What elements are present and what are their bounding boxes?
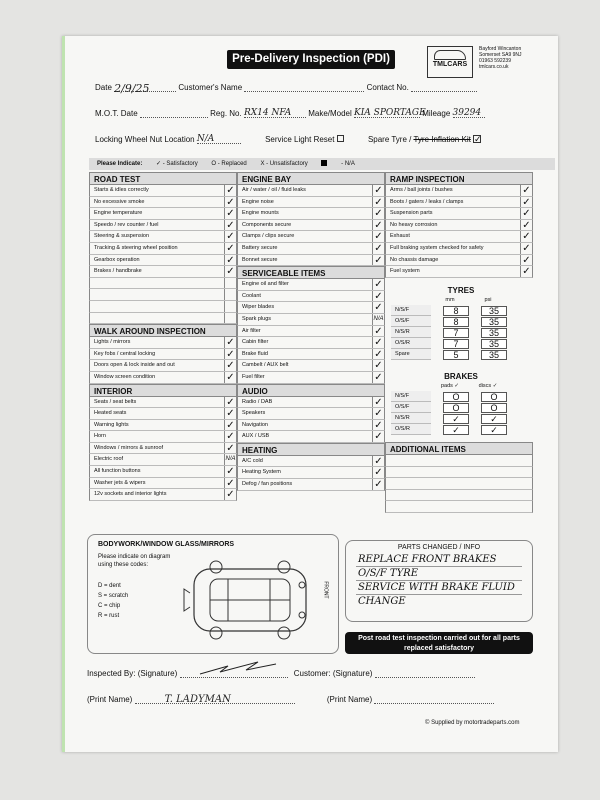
checklist-item	[237, 397, 385, 409]
checklist-label: Spark plugs	[242, 315, 272, 322]
checklist-checkbox[interactable]: ✓	[520, 185, 532, 196]
brake-discs[interactable]: O	[481, 392, 507, 402]
walk-around-list	[89, 337, 237, 383]
brake-pads[interactable]: ✓	[443, 425, 469, 435]
checklist-checkbox[interactable]: ✓	[372, 197, 384, 208]
checklist-checkbox[interactable]: ✓	[372, 185, 384, 196]
tyre-psi[interactable]: 35	[481, 339, 507, 349]
brakes-title: BRAKES	[444, 372, 478, 381]
checklist-label: Battery secure	[242, 244, 278, 251]
date-row: Date 2/9/25 Customer's Name Contact No.	[95, 82, 477, 92]
checklist-item	[89, 397, 237, 409]
checklist-checkbox[interactable]: ✓	[372, 243, 384, 254]
checklist-item	[237, 243, 385, 255]
checklist-item	[89, 337, 237, 349]
checklist-item	[89, 185, 237, 197]
checklist-label: Warning lights	[94, 421, 129, 428]
checklist-item	[89, 372, 237, 384]
checklist-checkbox[interactable]: ✓	[224, 349, 236, 360]
checklist-checkbox[interactable]: ✓	[224, 243, 236, 254]
tyre-position: O/S/F	[391, 316, 431, 327]
checklist-item	[237, 467, 385, 479]
checklist-label: Full braking system checked for safety	[390, 244, 484, 251]
checklist-checkbox[interactable]: ✓	[372, 420, 384, 431]
checklist-checkbox[interactable]: ✓	[372, 397, 384, 408]
checklist-label: Exhaust	[390, 233, 410, 240]
tyre-position: Spare	[391, 349, 431, 360]
checklist-item	[237, 337, 385, 349]
checklist-label: A/C cold	[242, 457, 263, 464]
checklist-label: Horn	[94, 433, 106, 440]
checklist-checkbox[interactable]: ✓	[372, 456, 384, 467]
checklist-label: Cambelt / AUX belt	[242, 362, 289, 369]
checklist-item	[237, 197, 385, 209]
serviceable-header: SERVICEABLE ITEMS	[237, 266, 385, 279]
checklist-checkbox[interactable]: ✓	[372, 337, 384, 348]
checklist-label: Seats / seat belts	[94, 398, 137, 405]
checklist-item	[89, 443, 237, 455]
checklist-checkbox[interactable]: ✓	[372, 279, 384, 290]
ramp-header: RAMP INSPECTION	[385, 172, 533, 185]
brake-row	[391, 424, 531, 435]
checklist-item	[385, 266, 533, 278]
brakes-table: BRAKES pads ✓ discs ✓ N/S/F O O O/S/F O O N/S/R ✓ ✓ O/S/R ✓ ✓	[391, 372, 531, 435]
checklist-checkbox[interactable]: ✓	[224, 397, 236, 408]
checklist-item	[237, 420, 385, 432]
checklist-checkbox[interactable]: ✓	[224, 337, 236, 348]
checklist-checkbox[interactable]: ✓	[372, 467, 384, 478]
tyres-title: TYRES	[447, 286, 475, 295]
front-label: FRONT	[322, 581, 329, 599]
checklist-label: Engine mounts	[242, 210, 279, 217]
brake-position: O/S/R	[391, 424, 431, 435]
tyre-position: O/S/R	[391, 338, 431, 349]
checklist-item	[237, 349, 385, 361]
checklist-item	[89, 255, 237, 267]
inspector-print-name[interactable]: T. LADYMAN	[135, 694, 295, 704]
bodywork-title: BODYWORK/WINDOW GLASS/MIRRORS	[98, 541, 235, 548]
checklist-item	[237, 431, 385, 443]
engine-bay-header: ENGINE BAY	[237, 172, 385, 185]
engine-bay-list	[237, 185, 385, 266]
checklist-label: Suspension parts	[390, 210, 433, 217]
checklist-item	[237, 314, 385, 326]
brake-discs[interactable]: ✓	[481, 414, 507, 424]
checklist-label: Coolant	[242, 292, 261, 299]
serviceable-list	[237, 279, 385, 383]
checklist-checkbox[interactable]: ✓	[224, 185, 236, 196]
checklist-checkbox[interactable]: ✓	[224, 443, 236, 454]
checklist-label: Air / water / oil / fluid leaks	[242, 187, 306, 193]
tyre-position: N/S/F	[391, 305, 431, 316]
checklist-checkbox[interactable]: ✓	[224, 220, 236, 231]
bodywork-panel	[87, 534, 339, 654]
checklist-label: Engine oil and filter	[242, 281, 289, 288]
tyre-psi[interactable]: 35	[481, 350, 507, 360]
checklist-checkbox[interactable]: ✓	[224, 420, 236, 431]
checklist-item	[237, 456, 385, 468]
tyre-row	[391, 305, 531, 316]
checklist-checkbox[interactable]: ✓	[224, 489, 236, 500]
checklist-label: Windows / mirrors & sunroof	[94, 444, 164, 451]
checklist-checkbox[interactable]: ✓	[372, 360, 384, 371]
heating-list	[237, 456, 385, 491]
checklist-item	[89, 197, 237, 209]
tyre-row	[391, 349, 531, 360]
column-right	[385, 172, 533, 278]
checklist-checkbox[interactable]: ✓	[520, 197, 532, 208]
customer-signature[interactable]	[375, 668, 475, 678]
na-square-icon	[321, 160, 327, 166]
checklist-label: Radio / DAB	[242, 398, 273, 405]
checklist-checkbox[interactable]: ✓	[520, 243, 532, 254]
road-test-list	[89, 185, 237, 278]
tyres-table: TYRES mm psi N/S/F 8 35 O/S/F 8 35 N/S/R 7 35 O/S/R 7 35 Spare 5 35	[391, 286, 531, 360]
tyres-rows	[391, 305, 531, 360]
print-name-row: (Print Name) T. LADYMAN (Print Name)	[87, 694, 494, 704]
supplied-by: © Supplied by motortradeparts.com	[425, 720, 520, 726]
customer-print-name[interactable]	[374, 694, 494, 704]
checklist-label: Clamps / clips secure	[242, 233, 295, 240]
checklist-label: AUX / USB	[242, 433, 270, 440]
extras-row: Locking Wheel Nut Location N/A Service Light Reset Spare Tyre / Tyre Inflation Kit ✓	[95, 134, 482, 144]
checklist-label: Heated seats	[94, 410, 127, 417]
checklist-item	[237, 220, 385, 232]
service-light-checkbox[interactable]	[337, 135, 344, 142]
checklist-checkbox[interactable]: ✓	[372, 349, 384, 360]
form-title: Pre-Delivery Inspection (PDI)	[227, 50, 395, 69]
checklist-checkbox[interactable]: ✓	[372, 408, 384, 419]
brake-position: N/S/F	[391, 391, 431, 402]
brake-row	[391, 402, 531, 413]
vehicle-row: M.O.T. Date Reg. No. RX14 NFA Make/Model KIA SPORTAGE Mileage 39294	[95, 108, 485, 118]
locking-nut-field[interactable]: N/A	[197, 134, 241, 144]
checklist-checkbox[interactable]: ✓	[224, 478, 236, 489]
parts-line-4[interactable]: CHANGE	[358, 596, 406, 607]
brake-row	[391, 391, 531, 402]
checklist-checkbox[interactable]: ✓	[372, 479, 384, 490]
tyre-mm[interactable]: 8	[443, 317, 469, 327]
checklist-item	[385, 243, 533, 255]
tyre-psi[interactable]: 35	[481, 328, 507, 338]
checklist-label: Steering & suspension	[94, 233, 150, 240]
checklist-item	[237, 208, 385, 220]
ramp-list	[385, 185, 533, 278]
checklist-label: Navigation	[242, 421, 268, 428]
checklist-checkbox[interactable]: ✓	[224, 466, 236, 477]
checklist-label: Air filter	[242, 327, 261, 334]
checklist-checkbox[interactable]: ✓	[224, 408, 236, 419]
checklist-item	[385, 208, 533, 220]
checklist-item	[237, 326, 385, 338]
checklist-item	[385, 231, 533, 243]
checklist-label: Washer jets & wipers	[94, 479, 146, 486]
checklist-item	[89, 220, 237, 232]
checklist-label: Engine temperature	[94, 210, 143, 217]
checklist-item	[89, 408, 237, 420]
checklist-label: Lights / mirrors	[94, 339, 131, 346]
checklist-label: Starts & idles correctly	[94, 187, 149, 193]
brake-row	[391, 413, 531, 424]
checklist-item	[237, 302, 385, 314]
checklist-item	[237, 185, 385, 197]
brake-pads[interactable]: O	[443, 403, 469, 413]
checklist-label: Heating System	[242, 469, 281, 476]
brake-position: O/S/F	[391, 402, 431, 413]
tyre-row	[391, 327, 531, 338]
checklist-checkbox[interactable]: N/A	[372, 314, 384, 325]
checklist-item	[89, 349, 237, 361]
inspector-signature[interactable]	[180, 668, 288, 678]
checklist-checkbox[interactable]: ✓	[372, 208, 384, 219]
checklist-label: Window screen condition	[94, 373, 156, 380]
checklist-checkbox[interactable]: ✓	[224, 255, 236, 266]
checklist-label: Brake fluid	[242, 350, 268, 357]
reg-field[interactable]: RX14 NFA	[244, 108, 306, 118]
checklist-checkbox[interactable]: ✓	[520, 231, 532, 242]
checklist-checkbox[interactable]: ✓	[372, 372, 384, 383]
checklist-label: No heavy corrosion	[390, 221, 438, 228]
checklist-checkbox[interactable]: ✓	[224, 266, 236, 277]
checklist-label: Brakes / handbrake	[94, 268, 142, 275]
checklist-checkbox[interactable]: ✓	[224, 360, 236, 371]
interior-header: INTERIOR	[89, 384, 237, 397]
checklist-label: Boots / gaters / leaks / clamps	[390, 198, 464, 205]
post-road-test-banner: Post road test inspection carried out for all parts replaced satisfactory	[345, 632, 533, 654]
checklist-item	[89, 243, 237, 255]
customer-name-field[interactable]	[244, 82, 364, 92]
checklist-label: Fuel filter	[242, 373, 265, 380]
checklist-item	[237, 255, 385, 267]
checklist-item	[385, 185, 533, 197]
tyre-psi[interactable]: 35	[481, 306, 507, 316]
parts-line-3[interactable]: SERVICE WITH BRAKE FLUID	[356, 581, 522, 595]
checklist-checkbox[interactable]: ✓	[224, 231, 236, 242]
checklist-label: Bonnet secure	[242, 256, 278, 263]
checklist-label: No excessive smoke	[94, 198, 145, 205]
brake-pads[interactable]: O	[443, 392, 469, 402]
car-diagram-icon[interactable]	[180, 555, 320, 645]
checklist-item	[237, 408, 385, 420]
checklist-label: Components secure	[242, 221, 292, 228]
checklist-item	[89, 466, 237, 478]
checklist-label: Doors open & lock inside and out	[94, 362, 175, 369]
checklist-item	[385, 220, 533, 232]
checklist-checkbox[interactable]: ✓	[224, 431, 236, 442]
brake-discs[interactable]: O	[481, 403, 507, 413]
pdi-form	[62, 36, 558, 752]
checklist-item	[89, 231, 237, 243]
damage-codes: D = dent S = scratch C = chip R = rust	[98, 583, 129, 619]
checklist-item	[89, 489, 237, 501]
audio-list	[237, 397, 385, 443]
tyre-row	[391, 316, 531, 327]
tyre-row	[391, 338, 531, 349]
checklist-checkbox[interactable]: ✓	[224, 208, 236, 219]
heating-header: HEATING	[237, 443, 385, 456]
checklist-item	[237, 231, 385, 243]
checklist-item	[237, 372, 385, 384]
checklist-checkbox[interactable]: ✓	[520, 208, 532, 219]
interior-list	[89, 397, 237, 501]
tyre-psi[interactable]: 35	[481, 317, 507, 327]
checklist-label: Cabin filter	[242, 339, 269, 346]
checklist-checkbox[interactable]: ✓	[372, 431, 384, 442]
parts-line-2[interactable]: O/S/F TYRE	[356, 567, 522, 581]
brake-position: N/S/R	[391, 413, 431, 424]
additional-items	[385, 442, 533, 513]
checklist-checkbox[interactable]: ✓	[520, 255, 532, 266]
checklist-label: No chassis damage	[390, 256, 439, 263]
checklist-item	[89, 208, 237, 220]
tyre-mm[interactable]: 7	[443, 328, 469, 338]
checklist-checkbox[interactable]: ✓	[224, 372, 236, 383]
signature-scribble-icon	[198, 660, 278, 676]
parts-changed-panel	[345, 540, 533, 622]
tyre-position: N/S/R	[391, 327, 431, 338]
brake-pads[interactable]: ✓	[443, 414, 469, 424]
checklist-item	[237, 279, 385, 291]
checklist-checkbox[interactable]: ✓	[372, 231, 384, 242]
checklist-checkbox[interactable]: ✓	[372, 326, 384, 337]
audio-header: AUDIO	[237, 384, 385, 397]
checklist-label: Engine noise	[242, 198, 274, 205]
checklist-item	[385, 197, 533, 209]
column-middle	[237, 172, 385, 491]
checklist-label: Fuel system	[390, 268, 420, 275]
checklist-item	[385, 255, 533, 267]
checklist-checkbox[interactable]: ✓	[372, 220, 384, 231]
checklist-item	[89, 266, 237, 278]
tyre-mm[interactable]: 5	[443, 350, 469, 360]
checklist-checkbox[interactable]: ✓	[520, 220, 532, 231]
contact-field[interactable]	[411, 82, 477, 92]
checklist-label: Arms / ball joints / bushes	[390, 187, 453, 193]
checklist-label: All function buttons	[94, 468, 141, 475]
checklist-checkbox[interactable]: ✓	[372, 302, 384, 313]
checklist-label: 12v sockets and interior lights	[94, 491, 167, 498]
make-model-field[interactable]: KIA SPORTAGE	[354, 108, 426, 118]
checklist-label: Speakers	[242, 410, 266, 417]
checklist-label: Wiper blades	[242, 304, 275, 311]
checklist-item	[89, 360, 237, 372]
additional-header: ADDITIONAL ITEMS	[385, 442, 533, 455]
signature-row: Inspected By: (Signature) Customer: (Signature)	[87, 668, 475, 678]
road-test-header: ROAD TEST	[89, 172, 237, 185]
checklist-item	[89, 478, 237, 490]
checklist-checkbox[interactable]: ✓	[372, 291, 384, 302]
checklist-label: Gearbox operation	[94, 256, 140, 263]
checklist-item	[237, 291, 385, 303]
spare-tyre-checkbox[interactable]: ✓	[474, 134, 482, 144]
checklist-label: Electric roof	[94, 456, 124, 463]
checklist-checkbox[interactable]: ✓	[372, 255, 384, 266]
company-logo: TMLCARS	[427, 46, 473, 78]
brake-discs[interactable]: ✓	[481, 425, 507, 435]
legend-bar: Please Indicate: ✓ - Satisfactory O - Replaced X - Unsatisfactory - N/A	[89, 158, 555, 170]
checklist-checkbox[interactable]: N/A	[224, 454, 236, 465]
car-logo-icon	[434, 50, 466, 60]
checklist-item	[89, 454, 237, 466]
checklist-label: Tracking & steering wheel position	[94, 244, 178, 251]
brakes-rows	[391, 391, 531, 435]
checklist-item	[89, 431, 237, 443]
bodywork-instructions: Please indicate on diagram using these codes:	[98, 554, 171, 568]
checklist-item	[237, 479, 385, 491]
checklist-item	[89, 420, 237, 432]
company-address: Bayford Wincanton Somerset SA9 9NJ 01963 592239 tmlcars.co.uk	[479, 46, 522, 70]
mileage-field[interactable]: 39294	[453, 108, 485, 118]
parts-changed-title: PARTS CHANGED / INFO	[397, 544, 481, 551]
parts-line-1[interactable]: REPLACE FRONT BRAKES	[356, 553, 522, 567]
tyre-mm[interactable]: 8	[443, 306, 469, 316]
date-field[interactable]: 2/9/25	[114, 82, 176, 92]
checklist-checkbox[interactable]: ✓	[520, 266, 532, 277]
checklist-label: Speedo / rev counter / fuel	[94, 221, 159, 228]
checklist-item	[237, 360, 385, 372]
column-left	[89, 172, 237, 501]
checklist-label: Key fobs / central locking	[94, 350, 156, 357]
walk-around-header: WALK AROUND INSPECTION	[89, 324, 237, 337]
tyre-mm[interactable]: 7	[443, 339, 469, 349]
checklist-label: Defog / fan positions	[242, 481, 293, 488]
checklist-checkbox[interactable]: ✓	[224, 197, 236, 208]
mot-date-field[interactable]	[140, 108, 208, 118]
